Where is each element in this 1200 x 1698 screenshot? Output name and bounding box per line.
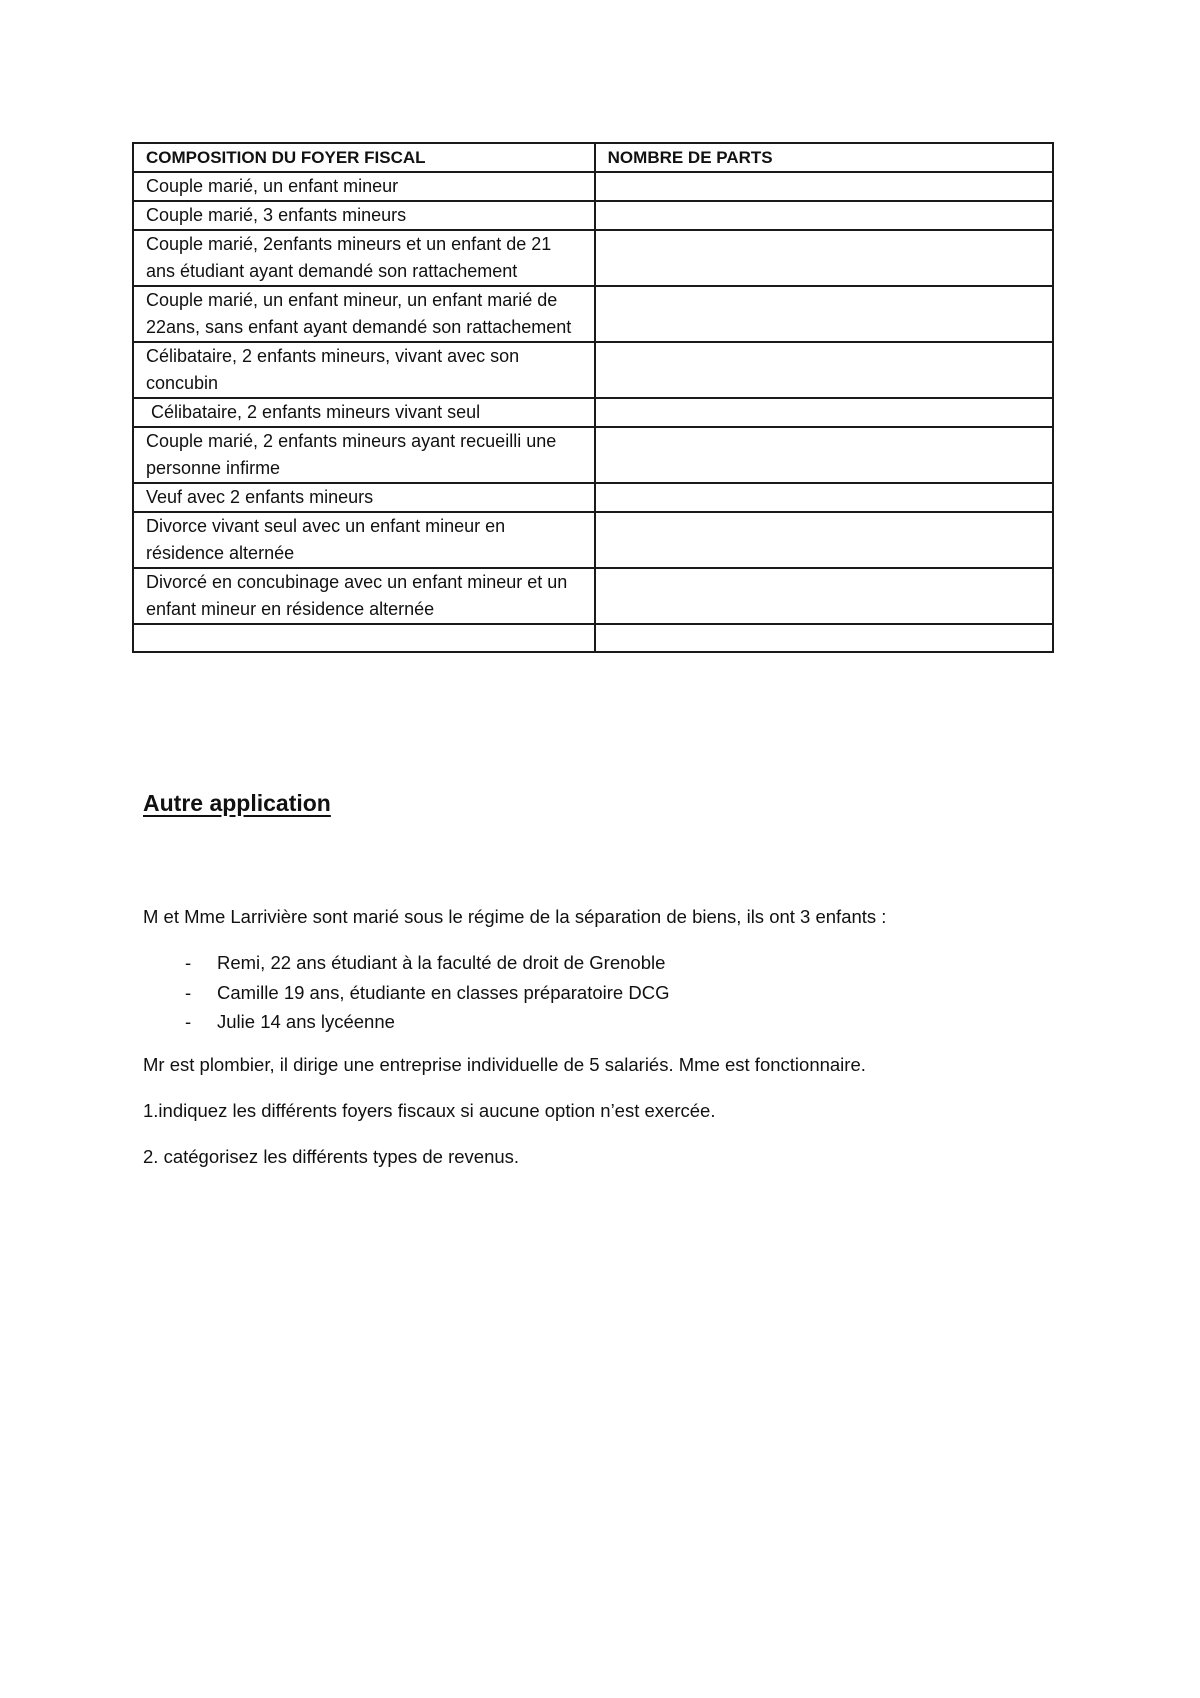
parts-cell [595,512,1053,568]
composition-cell: Couple marié, un enfant mineur [133,172,595,201]
dash-bullet: - [185,1011,192,1032]
profession-paragraph: Mr est plombier, il dirige une entreprise individuelle de 5 salariés. Mme est fonctionnaire. [143,1054,866,1075]
composition-cell: Célibataire, 2 enfants mineurs vivant seul [133,398,595,427]
table-row [133,201,1053,230]
parts-cell [595,568,1053,624]
list-item-text: Julie 14 ans lycéenne [217,1011,395,1032]
parts-cell [595,427,1053,483]
dash-bullet: - [185,981,192,1003]
list-item-text: Camille 19 ans, étudiante en classes préparatoire DCG [217,981,670,1003]
intro-paragraph: M et Mme Larrivière sont marié sous le régime de la séparation de biens, ils ont 3 enfants : [143,906,887,927]
composition-cell: Couple marié, 3 enfants mineurs [133,201,595,230]
question-2: 2. catégorisez les différents types de revenus. [143,1146,520,1167]
header-parts: NOMBRE DE PARTS [595,143,1053,172]
parts-cell [595,172,1053,201]
question-1: 1.indiquez les différents foyers fiscaux si aucune option n’est exercée. [143,1100,716,1121]
children-list [143,948,669,1037]
composition-cell: Divorcé en concubinage avec un enfant mineur et un enfant mineur en résidence alternée [133,568,595,624]
list-item [143,1007,669,1037]
section-title: Autre application [143,790,331,816]
parts-cell [595,624,1053,652]
table-row [133,568,1053,624]
table-row [133,230,1053,286]
table-row [133,342,1053,398]
list-item [143,948,669,978]
composition-cell [133,624,595,652]
parts-cell [595,483,1053,512]
table-row-empty [133,624,1053,652]
table-row [133,483,1053,512]
parts-cell [595,342,1053,398]
composition-cell: Veuf avec 2 enfants mineurs [133,483,595,512]
parts-cell [595,201,1053,230]
table-row [133,427,1053,483]
composition-cell: Couple marié, 2enfants mineurs et un enfant de 21 ans étudiant ayant demandé son rattachement [133,230,595,286]
table-row [133,398,1053,427]
table-row [133,172,1053,201]
fiscal-household-table [132,142,1054,653]
table-row [133,286,1053,342]
table-header-row [133,143,1053,172]
parts-cell [595,398,1053,427]
list-item-text: Remi, 22 ans étudiant à la faculté de droit de Grenoble [217,952,666,973]
composition-cell: Divorce vivant seul avec un enfant mineur en résidence alternée [133,512,595,568]
dash-bullet: - [185,952,192,973]
parts-cell [595,230,1053,286]
composition-cell: Couple marié, 2 enfants mineurs ayant recueilli une personne infirme [133,427,595,483]
list-item [143,978,669,1008]
parts-cell [595,286,1053,342]
composition-cell: Couple marié, un enfant mineur, un enfant marié de 22ans, sans enfant ayant demandé son rattachement [133,286,595,342]
composition-cell: Célibataire, 2 enfants mineurs, vivant avec son concubin [133,342,595,398]
header-composition: COMPOSITION DU FOYER FISCAL [133,143,595,172]
table-row [133,512,1053,568]
